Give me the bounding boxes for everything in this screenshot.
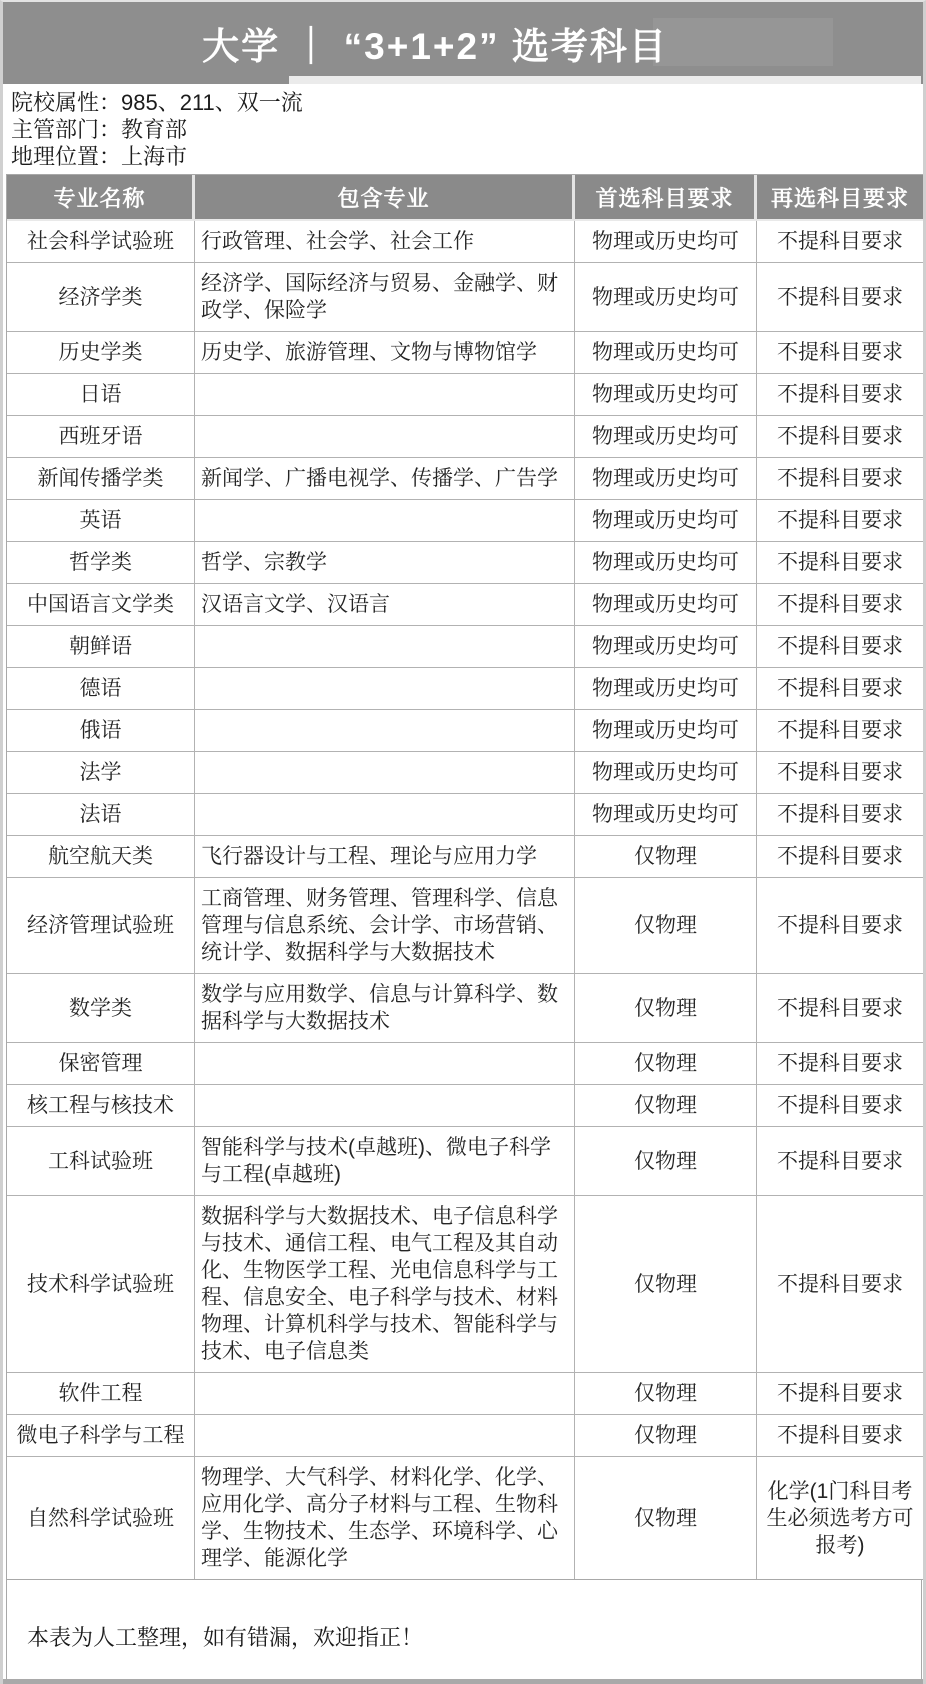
major-name-cell: 西班牙语: [7, 416, 195, 458]
table-row: [7, 668, 923, 710]
major-name-cell: 俄语: [7, 710, 195, 752]
first-subject-requirement-cell: 仅物理: [575, 1196, 757, 1373]
footer-note: 本表为人工整理，如有错漏，欢迎指正！: [27, 1625, 424, 1650]
first-subject-requirement-cell: 仅物理: [575, 1373, 757, 1415]
table-row: [7, 974, 923, 1043]
column-header-first-subject: 首选科目要求: [575, 175, 757, 221]
page-title: 大学 ｜ “3+1+2” 选考科目: [202, 26, 668, 67]
major-name-cell: 经济管理试验班: [7, 878, 195, 974]
table-body: [7, 221, 923, 1579]
included-majors-cell: [195, 374, 575, 416]
first-subject-requirement-cell: 物理或历史均可: [575, 752, 757, 794]
included-majors-cell: [195, 710, 575, 752]
included-majors-cell: 行政管理、社会学、社会工作: [195, 221, 575, 263]
included-majors-cell: 物理学、大气科学、材料化学、化学、应用化学、高分子材料与工程、生物科学、生物技术、生态学、环境科学、心理学、能源化学: [195, 1457, 575, 1579]
second-subject-requirement-cell: 化学(1门科目考生必须选考方可报考): [766, 1479, 914, 1557]
included-majors-cell: [195, 794, 575, 836]
info-line-supervisor: 主管部门：教育部: [11, 117, 188, 142]
first-subject-requirement-cell: 物理或历史均可: [575, 221, 757, 263]
banner-artifact-strip: [289, 76, 921, 84]
table-row: [7, 374, 923, 416]
major-name-cell: 微电子科学与工程: [7, 1415, 195, 1457]
first-subject-requirement-cell: 仅物理: [575, 1043, 757, 1085]
table-row: [7, 584, 923, 626]
included-majors-cell: [195, 416, 575, 458]
first-subject-requirement-cell: 物理或历史均可: [575, 416, 757, 458]
first-subject-requirement-cell: 物理或历史均可: [575, 458, 757, 500]
second-subject-requirement-cell: 不提科目要求: [757, 626, 923, 668]
first-subject-requirement-cell: 物理或历史均可: [575, 374, 757, 416]
table-row: [7, 1043, 923, 1085]
first-subject-requirement-cell: 仅物理: [575, 1415, 757, 1457]
table-row: [7, 1373, 923, 1415]
major-name-cell: 航空航天类: [7, 836, 195, 878]
first-subject-requirement-cell: 仅物理: [575, 1457, 757, 1579]
table-header-row: [7, 175, 923, 221]
first-subject-requirement-cell: 仅物理: [575, 1127, 757, 1196]
second-subject-requirement-cell: 不提科目要求: [757, 1085, 923, 1127]
included-majors-cell: [195, 626, 575, 668]
major-name-cell: 哲学类: [7, 542, 195, 584]
second-subject-requirement-cell: 不提科目要求: [757, 1373, 923, 1415]
table-row: [7, 542, 923, 584]
second-subject-requirement-cell: 不提科目要求: [757, 836, 923, 878]
first-subject-requirement-cell: 物理或历史均可: [575, 668, 757, 710]
first-subject-requirement-cell: 物理或历史均可: [575, 542, 757, 584]
second-subject-requirement-cell: 不提科目要求: [757, 668, 923, 710]
banner-light-patch: [653, 18, 833, 66]
table-row: [7, 836, 923, 878]
major-name-cell: 法学: [7, 752, 195, 794]
table-row: [7, 710, 923, 752]
major-name-cell: 历史学类: [7, 332, 195, 374]
first-subject-requirement-cell: 仅物理: [575, 878, 757, 974]
table-row: [7, 221, 923, 263]
second-subject-requirement-cell: 不提科目要求: [757, 332, 923, 374]
first-subject-requirement-cell: 物理或历史均可: [575, 332, 757, 374]
included-majors-cell: [195, 1373, 575, 1415]
second-subject-requirement-cell: 不提科目要求: [757, 1415, 923, 1457]
school-info: [3, 84, 923, 174]
table-row: [7, 794, 923, 836]
major-name-cell: 工科试验班: [7, 1127, 195, 1196]
included-majors-cell: 飞行器设计与工程、理论与应用力学: [195, 836, 575, 878]
major-name-cell: 社会科学试验班: [7, 221, 195, 263]
major-name-cell: 核工程与核技术: [7, 1085, 195, 1127]
major-name-cell: 数学类: [7, 974, 195, 1043]
first-subject-requirement-cell: 物理或历史均可: [575, 263, 757, 332]
major-name-cell: 德语: [7, 668, 195, 710]
first-subject-requirement-cell: 物理或历史均可: [575, 500, 757, 542]
footer-note-box: [6, 1580, 922, 1680]
first-subject-requirement-cell: 物理或历史均可: [575, 584, 757, 626]
included-majors-cell: 汉语言文学、汉语言: [195, 584, 575, 626]
included-majors-cell: 智能科学与技术(卓越班)、微电子科学与工程(卓越班): [195, 1127, 575, 1196]
included-majors-cell: [195, 752, 575, 794]
table-row: [7, 458, 923, 500]
included-majors-cell: 历史学、旅游管理、文物与博物馆学: [195, 332, 575, 374]
table-row: [7, 1457, 923, 1579]
second-subject-requirement-cell: 不提科目要求: [757, 500, 923, 542]
included-majors-cell: 数学与应用数学、信息与计算科学、数据科学与大数据技术: [195, 974, 575, 1043]
major-name-cell: 朝鲜语: [7, 626, 195, 668]
second-subject-requirement-cell: 不提科目要求: [757, 416, 923, 458]
included-majors-cell: 数据科学与大数据技术、电子信息科学与技术、通信工程、电气工程及其自动化、生物医学工程、光电信息科学与工程、信息安全、电子科学与技术、材料物理、计算机科学与技术、智能科学与技术、电子信息类: [195, 1196, 575, 1373]
second-subject-requirement-cell: 不提科目要求: [757, 1127, 923, 1196]
column-header-major-name: 专业名称: [7, 175, 195, 221]
second-subject-requirement-cell: 不提科目要求: [757, 974, 923, 1043]
bottom-edge-strip: [3, 1679, 923, 1684]
table-row: [7, 416, 923, 458]
second-subject-requirement-cell: 不提科目要求: [757, 710, 923, 752]
column-header-included-majors: 包含专业: [195, 175, 575, 221]
first-subject-requirement-cell: 仅物理: [575, 1085, 757, 1127]
major-name-cell: 自然科学试验班: [7, 1457, 195, 1579]
included-majors-cell: 工商管理、财务管理、管理科学、信息管理与信息系统、会计学、市场营销、统计学、数据科学与大数据技术: [195, 878, 575, 974]
major-name-cell: 中国语言文学类: [7, 584, 195, 626]
included-majors-cell: [195, 1415, 575, 1457]
major-name-cell: 经济学类: [7, 263, 195, 332]
table-row: [7, 752, 923, 794]
major-name-cell: 法语: [7, 794, 195, 836]
table-row: [7, 1085, 923, 1127]
major-name-cell: 新闻传播学类: [7, 458, 195, 500]
major-name-cell: 技术科学试验班: [7, 1196, 195, 1373]
second-subject-requirement-cell: 不提科目要求: [757, 374, 923, 416]
included-majors-cell: 哲学、宗教学: [195, 542, 575, 584]
info-line-location: 地理位置：上海市: [11, 144, 188, 169]
second-subject-requirement-cell: 不提科目要求: [757, 878, 923, 974]
column-header-second-subject: 再选科目要求: [757, 175, 923, 221]
included-majors-cell: [195, 500, 575, 542]
second-subject-requirement-cell: 不提科目要求: [757, 1043, 923, 1085]
info-line-school-attributes: 院校属性：985、211、双一流: [11, 90, 303, 115]
included-majors-cell: 新闻学、广播电视学、传播学、广告学: [195, 458, 575, 500]
first-subject-requirement-cell: 仅物理: [575, 836, 757, 878]
table-row: [7, 263, 923, 332]
table-row: [7, 1127, 923, 1196]
second-subject-requirement-cell: 不提科目要求: [757, 458, 923, 500]
first-subject-requirement-cell: 物理或历史均可: [575, 794, 757, 836]
included-majors-cell: 经济学、国际经济与贸易、金融学、财政学、保险学: [195, 263, 575, 332]
major-name-cell: 保密管理: [7, 1043, 195, 1085]
second-subject-requirement-cell: 不提科目要求: [757, 221, 923, 263]
second-subject-requirement-cell: 不提科目要求: [757, 794, 923, 836]
table-row: [7, 1415, 923, 1457]
table-row: [7, 500, 923, 542]
banner: [3, 2, 923, 84]
major-name-cell: 日语: [7, 374, 195, 416]
subjects-table: [6, 174, 924, 1580]
first-subject-requirement-cell: 物理或历史均可: [575, 710, 757, 752]
second-subject-requirement-cell: 不提科目要求: [757, 263, 923, 332]
table-row: [7, 1196, 923, 1373]
second-subject-requirement-cell: 不提科目要求: [757, 752, 923, 794]
table-row: [7, 626, 923, 668]
included-majors-cell: [195, 1043, 575, 1085]
first-subject-requirement-cell: 仅物理: [575, 974, 757, 1043]
first-subject-requirement-cell: 物理或历史均可: [575, 626, 757, 668]
table-row: [7, 878, 923, 974]
table-row: [7, 332, 923, 374]
second-subject-requirement-cell: 不提科目要求: [757, 1196, 923, 1373]
included-majors-cell: [195, 1085, 575, 1127]
major-name-cell: 软件工程: [7, 1373, 195, 1415]
major-name-cell: 英语: [7, 500, 195, 542]
second-subject-requirement-cell: 不提科目要求: [757, 584, 923, 626]
second-subject-requirement-cell: 不提科目要求: [757, 542, 923, 584]
included-majors-cell: [195, 668, 575, 710]
